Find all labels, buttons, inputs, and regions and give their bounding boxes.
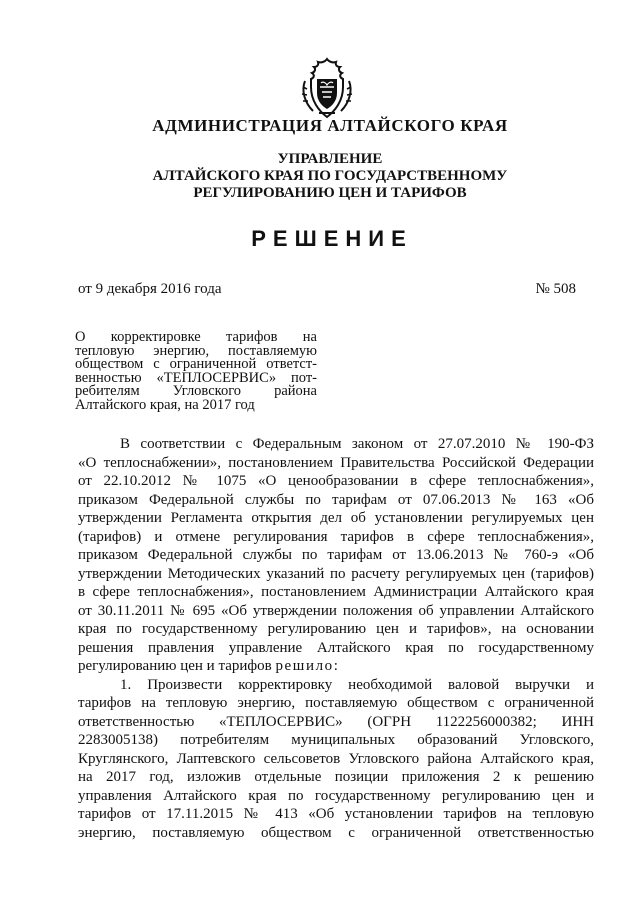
- body-line: 1. Произвести корректировку необходимой валовой выручки и: [120, 676, 594, 693]
- decision-subject: [75, 331, 317, 413]
- body-line: от 30.11.2011 № 695 «Об утверждении положения об управлении Алтайского: [78, 602, 594, 619]
- document-type-title: РЕШЕНИЕ: [251, 226, 413, 251]
- organization-title: АДМИНИСТРАЦИЯ АЛТАЙСКОГО КРАЯ: [152, 116, 508, 135]
- body-line: «О теплоснабжении», постановлением Правительства Российской Федерации: [78, 454, 594, 471]
- body-line: тарифов от 17.11.2015 № 413 «Об установлении тарифов на тепловую: [78, 806, 594, 822]
- body-line: 2283005138) потребителям муниципальных образований Угловского,: [78, 732, 594, 748]
- body-line: на 2017 год, изложив отдельные позиции приложения 2 к решению: [78, 769, 594, 785]
- department-line: УПРАВЛЕНИЕ: [277, 151, 383, 167]
- body-line: управления Алтайского края по государственному регулированию цен и: [78, 787, 594, 804]
- body-line-text: регулированию цен и тарифов: [78, 658, 272, 674]
- subject-line: ребителям Угловского района: [75, 383, 317, 400]
- body-line: ответственностью «ТЕПЛОСЕРВИС» (ОГРН 1122256000382; ИНН: [78, 713, 594, 730]
- subject-line: О корректировке тарифов на: [75, 329, 317, 345]
- decision-number: № 508: [535, 281, 576, 297]
- subject-line: тепловую энергию, поставляемую: [75, 342, 317, 359]
- subject-line: венностью «ТЕПЛОСЕРВИС» пот-: [75, 369, 317, 386]
- body-line: приказом Федеральной службы по тарифам от 13.06.2013 № 760-э «Об: [78, 547, 594, 563]
- subject-line: обществом с ограниченной ответст-: [75, 356, 317, 373]
- subject-line: Алтайского края, на 2017 год: [75, 396, 255, 413]
- body-line: решения правления управление Алтайского края по государственному: [78, 639, 594, 656]
- body-line: тарифов на тепловую энергию, поставляемую обществом с ограниченной: [78, 695, 594, 711]
- body-line: Круглянского, Лаптевского сельсоветов Угловского района Алтайского края,: [78, 750, 594, 767]
- body-line: утверждении Методических указаний по расчету регулируемых цен (тарифов): [78, 565, 594, 582]
- department-line: РЕГУЛИРОВАНИЮ ЦЕН И ТАРИФОВ: [193, 185, 467, 201]
- decision-body: [78, 435, 594, 842]
- decided-word: решило:: [275, 658, 340, 674]
- coat-of-arms-icon: [299, 57, 355, 119]
- department-line: АЛТАЙСКОГО КРАЯ ПО ГОСУДАРСТВЕННОМУ: [152, 168, 508, 184]
- body-line: [78, 657, 594, 676]
- body-line: края по государственному регулированию цен и тарифов», на основании: [78, 621, 594, 637]
- body-line: в сфере теплоснабжения», постановлением Администрации Алтайского края: [78, 584, 594, 600]
- body-line: энергию, поставляемую обществом с ограниченной ответственностью: [78, 824, 594, 841]
- department-title: [0, 151, 640, 202]
- body-line: (тарифов) и отмене регулирования тарифов в сфере теплоснабжения»,: [78, 528, 594, 545]
- body-line: приказом Федеральной службы по тарифам от 07.06.2013 № 163 «Об: [78, 491, 594, 508]
- body-line: утверждении Регламента открытия дел об установлении регулируемых цен: [78, 510, 594, 526]
- body-line: от 22.10.2012 № 1075 «О ценообразовании в сфере теплоснабжения»,: [78, 473, 594, 489]
- decision-date: от 9 декабря 2016 года: [78, 281, 222, 297]
- body-line: В соответствии с Федеральным законом от 27.07.2010 № 190-ФЗ: [120, 436, 594, 452]
